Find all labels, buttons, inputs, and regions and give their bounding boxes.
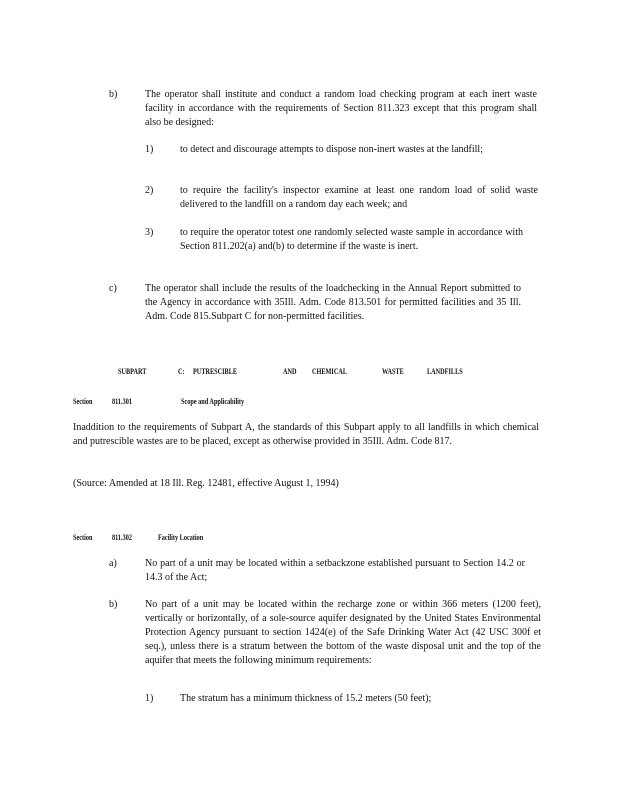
section-301-word: Section bbox=[73, 397, 93, 406]
item-b-label: b) bbox=[109, 89, 118, 100]
subpart-word-chemical: CHEMICAL bbox=[312, 367, 348, 376]
item-c-label: c) bbox=[109, 283, 117, 294]
subpart-word-putrescible: PUTRESCIBLE bbox=[193, 367, 238, 376]
subitem-1-text: to detect and discourage attempts to dispose non-inert wastes at the landfill; bbox=[180, 144, 483, 155]
subitem-2-text: to require the facility's inspector examine at least one random load of solid waste delivered to the landfill on a random day each week; and bbox=[180, 185, 538, 210]
subitem-2-label: 2) bbox=[145, 185, 154, 196]
item-c-text: The operator shall include the results of the loadchecking in the Annual Report submitted to the Agency in accordance with 35Ill. Adm. Code 813.501 for permitted facilities and 35 Ill. Adm. Code 815.Subpart C for non-permitted facilities. bbox=[145, 283, 521, 322]
section-302-a-text: No part of a unit may be located within a setbackzone established pursuant to Section 14.2 or 14.3 of the Act; bbox=[145, 558, 525, 583]
subpart-word-waste: WASTE bbox=[382, 367, 404, 376]
subpart-label: SUBPART bbox=[118, 367, 147, 376]
section-301-title: Scope and Applicability bbox=[181, 397, 245, 406]
section-302-b1-label: 1) bbox=[145, 693, 154, 704]
subpart-word-landfills: LANDFILLS bbox=[427, 367, 463, 376]
item-b-text: The operator shall institute and conduct a random load checking program at each inert waste facility in accordance with the requirements of Section 811.323 except that this program shall also be designed: bbox=[145, 89, 537, 128]
section-302-title: Facility Location bbox=[158, 533, 204, 542]
section-301-body: Inaddition to the requirements of Subpart A, the standards of this Subpart apply to all landfills in which chemical and putrescible wastes are to be placed, except as otherwise provided in 35Ill. Adm. Code 817. bbox=[73, 422, 539, 447]
section-301-source: (Source: Amended at 18 Ill. Reg. 12481, effective August 1, 1994) bbox=[73, 478, 339, 489]
subpart-word-and: AND bbox=[283, 367, 297, 376]
section-302-b-text: No part of a unit may be located within the recharge zone or within 366 meters (1200 feet), vertically or horizontally, of a sole-source aquifer designated by the United States Environmental Protection Agency pursuant to section 1424(e) of the Safe Drinking Water Act (42 USC 300f et seq.), unless there is a stratum between the bottom of the waste disposal unit and the top of the aquifer that meets the following minimum requirements: bbox=[145, 599, 541, 666]
section-302-b-label: b) bbox=[109, 599, 118, 610]
subitem-3-label: 3) bbox=[145, 227, 154, 238]
section-302-b1-text: The stratum has a minimum thickness of 15.2 meters (50 feet); bbox=[180, 693, 432, 704]
subitem-3-text: to require the operator totest one randomly selected waste sample in accordance with Section 811.202(a) and(b) to determine if the waste is inert. bbox=[180, 227, 523, 252]
section-302-word: Section bbox=[73, 533, 93, 542]
section-302-a-label: a) bbox=[109, 558, 117, 569]
subpart-letter: C: bbox=[178, 367, 185, 376]
section-302-number: 811.302 bbox=[112, 533, 132, 542]
subitem-1-label: 1) bbox=[145, 144, 154, 155]
section-301-number: 811.301 bbox=[112, 397, 132, 406]
